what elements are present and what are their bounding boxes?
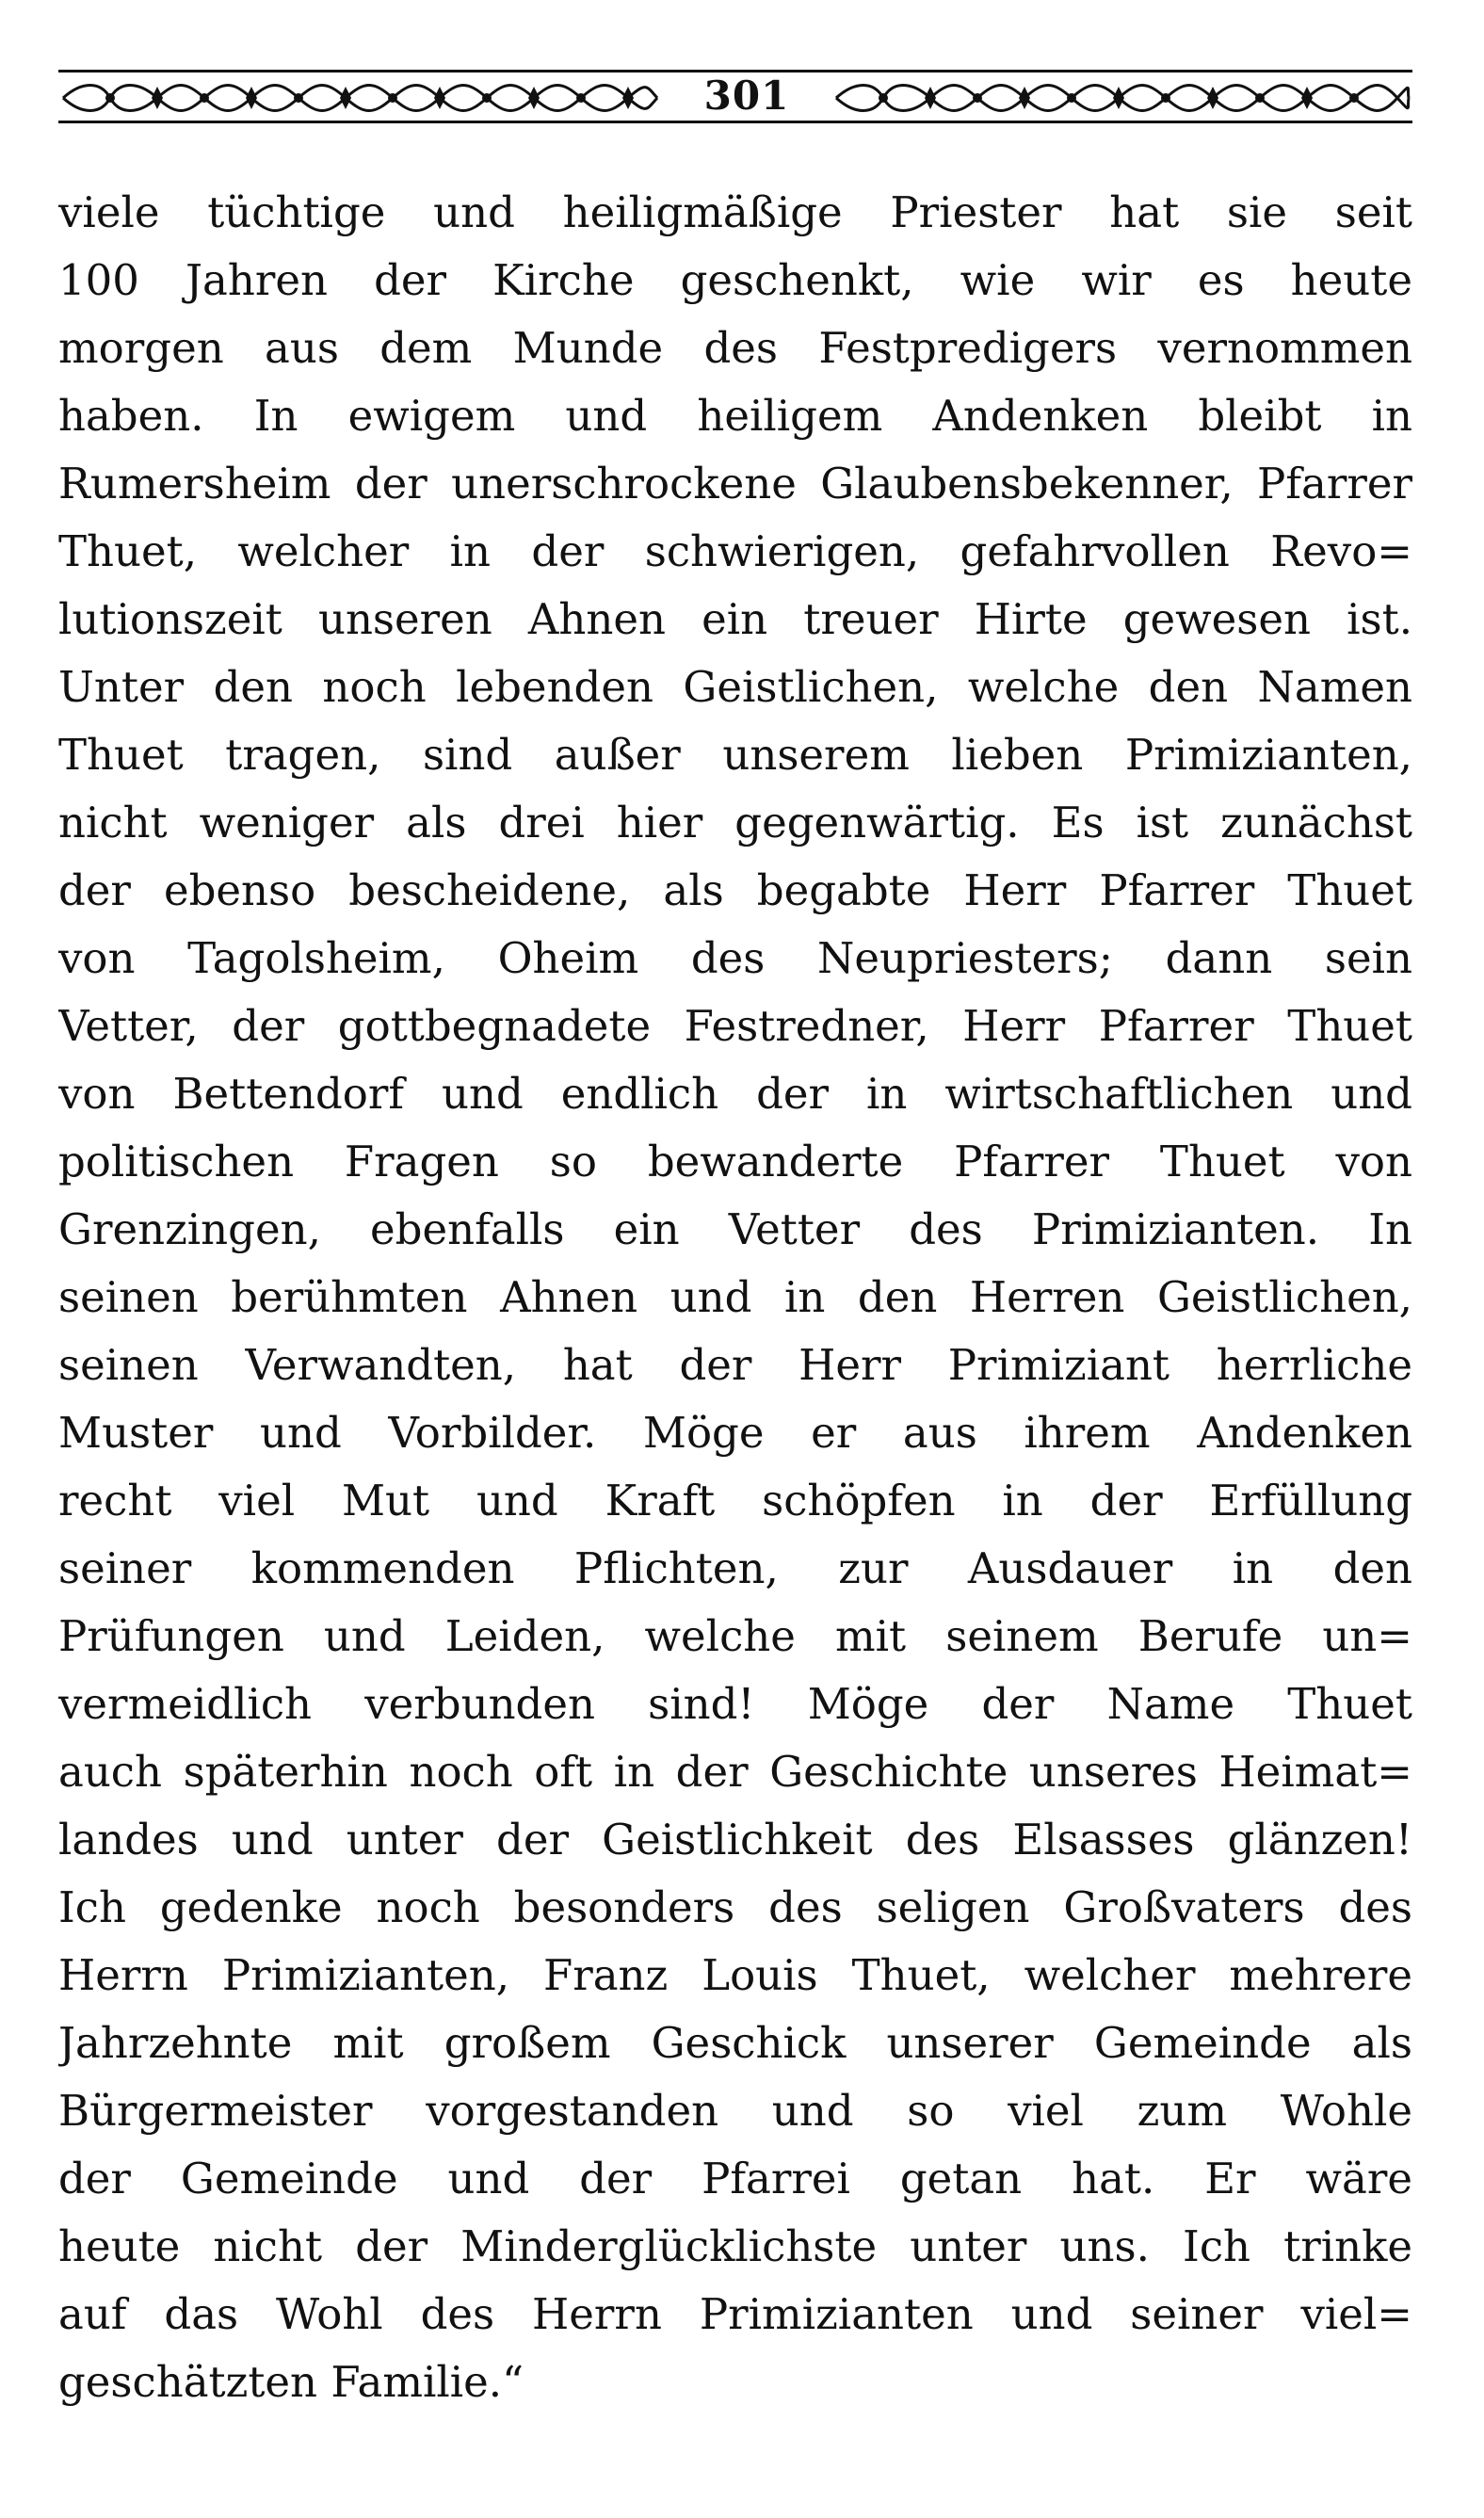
- text-line: von Bettendorf und endlich der in wirtschaftlichen und: [58, 1069, 1412, 1119]
- header-rule-bottom: [58, 121, 1412, 123]
- text-line: lutionszeit unseren Ahnen ein treuer Hirte gewesen ist.: [58, 594, 1412, 644]
- text-line: geschätzten Familie.“: [58, 2357, 524, 2407]
- text-line: nicht weniger als drei hier gegenwärtig. Es ist zunächst: [58, 798, 1412, 847]
- text-line: Unter den noch lebenden Geistlichen, welche den Namen: [58, 662, 1412, 712]
- text-line: Vetter, der gottbegnadete Festredner, Herr Pfarrer Thuet: [58, 1001, 1412, 1051]
- ornament-right-icon: [832, 79, 1412, 117]
- text-line: seinen Verwandten, hat der Herr Primiziant herrliche: [58, 1340, 1412, 1390]
- text-line: auch späterhin noch oft in der Geschichte unseres Heimat=: [58, 1747, 1412, 1797]
- text-line: auf das Wohl des Herrn Primizianten und seiner viel=: [58, 2289, 1412, 2339]
- text-line: seinen berühmten Ahnen und in den Herren Geistlichen,: [58, 1272, 1412, 1322]
- text-line: 100 Jahren der Kirche geschenkt, wie wir es heute: [58, 255, 1412, 305]
- text-line: der Gemeinde und der Pfarrei getan hat. Er wäre: [58, 2154, 1412, 2203]
- ornament-left-icon: [58, 79, 661, 117]
- text-line: morgen aus dem Munde des Festpredigers vernommen: [58, 323, 1412, 373]
- body-text: [58, 179, 1412, 2416]
- page-header: [58, 62, 1412, 128]
- text-line: seiner kommenden Pflichten, zur Ausdauer in den: [58, 1543, 1412, 1593]
- text-line: Herrn Primizianten, Franz Louis Thuet, welcher mehrere: [58, 1950, 1412, 2000]
- text-line: recht viel Mut und Kraft schöpfen in der Erfüllung: [58, 1476, 1412, 1525]
- text-line: Bürgermeister vorgestanden und so viel zum Wohle: [58, 2086, 1412, 2136]
- text-line: von Tagolsheim, Oheim des Neupriesters; dann sein: [58, 933, 1412, 983]
- text-line: Jahrzehnte mit großem Geschick unserer Gemeinde als: [58, 2018, 1412, 2068]
- text-line: viele tüchtige und heiligmäßige Priester hat sie seit: [58, 187, 1412, 237]
- text-line: Thuet, welcher in der schwierigen, gefahrvollen Revo=: [58, 526, 1412, 576]
- text-line: Muster und Vorbilder. Möge er aus ihrem Andenken: [58, 1408, 1412, 1458]
- text-line: Thuet tragen, sind außer unserem lieben Primizianten,: [58, 730, 1412, 780]
- text-line: landes und unter der Geistlichkeit des Elsasses glänzen!: [58, 1815, 1412, 1864]
- text-line: Prüfungen und Leiden, welche mit seinem Berufe un=: [58, 1611, 1412, 1661]
- text-line: politischen Fragen so bewanderte Pfarrer Thuet von: [58, 1137, 1412, 1186]
- text-line: der ebenso bescheidene, als begabte Herr Pfarrer Thuet: [58, 865, 1412, 915]
- text-line: Ich gedenke noch besonders des seligen Großvaters des: [58, 1882, 1412, 1932]
- text-line: Rumersheim der unerschrockene Glaubensbekenner, Pfarrer: [58, 459, 1412, 508]
- text-line: haben. In ewigem und heiligem Andenken bleibt in: [58, 391, 1412, 441]
- text-line: Grenzingen, ebenfalls ein Vetter des Primizianten. In: [58, 1204, 1412, 1254]
- text-line: heute nicht der Minderglücklichste unter uns. Ich trinke: [58, 2221, 1412, 2271]
- text-line: vermeidlich verbunden sind! Möge der Name Thuet: [58, 1679, 1412, 1729]
- page-number: 301: [703, 73, 790, 119]
